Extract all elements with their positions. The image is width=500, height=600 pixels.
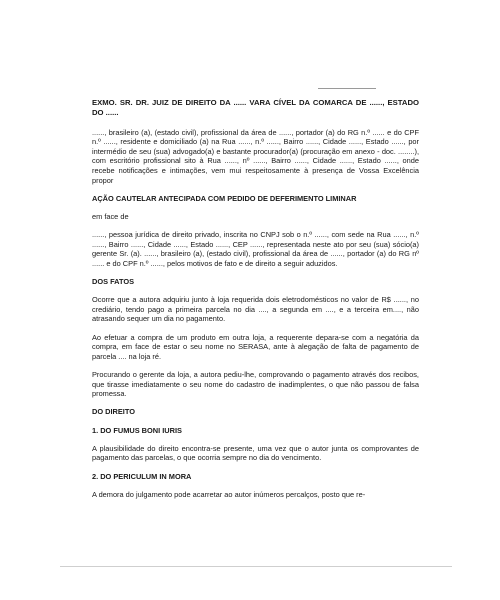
facts-paragraph-3: Procurando o gerente da loja, a autora pediu-lhe, comprovando o pagamento através dos recibos, que tirasse imediatamente o seu nome do cadastro de inadimplentes, o que não passou de falsa promessa. (92, 370, 419, 399)
intro-paragraph: ......, brasileiro (a), (estado civil), profissional da área de ......, portador (a) do RG n.º ...... e do CPF n.º ......, residente e domiciliado (a) na Rua ......, n.º ......, Bairro ......, Cidade ......, Estado ......, por intermédio de seu (sua) advogado(a) e bastante procurador(a) (procuração em anexo - doc. ........), com escritório profissional sito à Rua ......, nº ......, Bairro ......, Cidade ......, Estado ......, onde recebe notificações e intimações, vem mui respeitosamente à presença de Vossa Excelência propor (92, 127, 419, 185)
petition-document (92, 98, 419, 508)
page-bottom-rule (60, 566, 452, 567)
periculum-paragraph: A demora do julgamento pode acarretar ao autor inúmeros percalços, posto que re- (92, 489, 366, 499)
facts-paragraph-2: Ao efetuar a compra de um produto em outra loja, a requerente depara-se com a negatória da compra, em face de estar o seu nome no SERASA, ante à alegação de falta de pagamento de parcela .... na loja ré. (92, 332, 419, 361)
periculum-heading: 2. DO PERICULUM IN MORA (92, 471, 192, 481)
defendant-paragraph: ......, pessoa jurídica de direito privado, inscrita no CNPJ sob o n.º ......, com sede na Rua ......, n.º ......, Bairro ......, Cidade ......, Estado ......, CEP ......, representada neste ato por seu (sua) sócio(a) gerente Sr. (a). ......, brasileiro (a), (estado civil), profissional da área de ......, portador (a) do RG nº ...... e do CPF n.º ......, pelos motivos de fato e de direito a seguir aduzidos. (92, 230, 419, 268)
against-label: em face de (92, 211, 129, 221)
facts-heading: DOS FATOS (92, 277, 135, 287)
address-heading: EXMO. SR. DR. JUIZ DE DIREITO DA ...... VARA CÍVEL DA COMARCA DE ......, ESTADO DO ...... (92, 98, 419, 117)
facts-paragraph-1: Ocorre que a autora adquiriu junto à loja requerida dois eletrodomésticos no valor de R$ ......, no crediário, tendo pago a primeira parcela no dia ...., a segunda em ...., e a terceira em...., não atrasando sequer um dia no pagamento. (92, 295, 419, 324)
fumus-heading: 1. DO FUMUS BONI IURIS (92, 425, 182, 435)
law-heading: DO DIREITO (92, 407, 135, 417)
header-rule (318, 88, 376, 89)
fumus-paragraph: A plausibilidade do direito encontra-se presente, uma vez que o autor junta os comprovantes de pagamento das parcelas, o que ocorria sempre no dia do vencimento. (92, 443, 419, 463)
action-title: AÇÃO CAUTELAR ANTECIPADA COM PEDIDO DE DEFERIMENTO LIMINAR (92, 193, 357, 203)
